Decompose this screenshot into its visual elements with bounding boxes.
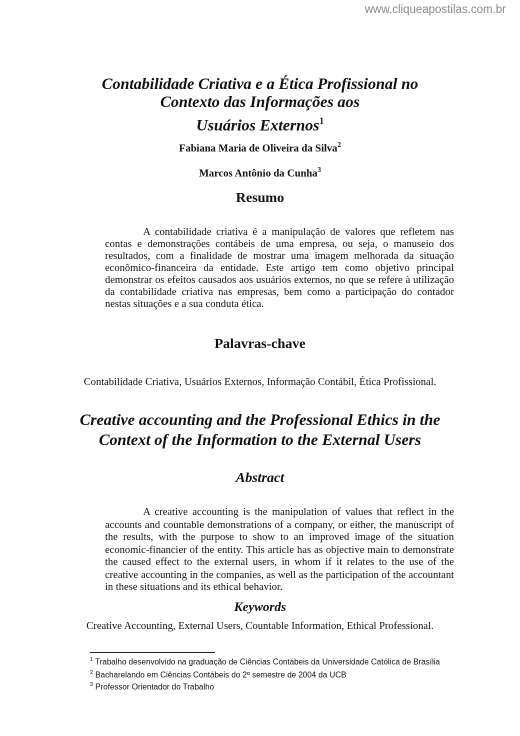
footnote-item: $^2$ Bacharelando em Ciências Contábeis do 2º semestre de 2004 da UCB [90,669,347,680]
author-name: Marcos Antônio da Cunha$^3$ [198,166,322,180]
title-line: Usuários Externos$^1$ [196,116,324,135]
title-line: Creative accounting and the Professional Ethics in the [79,412,441,429]
section-heading-keywords: Keywords [234,599,286,614]
footnote-ref: 1 [319,116,324,126]
paper-title-pt [60,76,460,135]
paper-title-en [60,411,460,451]
footnote-divider [90,652,215,653]
title-line: Context of the Information to the External Users [98,432,422,449]
section-heading-abstract: Abstract [235,471,285,486]
title-line: Contabilidade Criativa e a Ética Profissional no [101,76,419,93]
footnote-ref: 2 [337,141,341,149]
footnote-ref: 3 [317,166,322,174]
footnotes [90,655,470,693]
section-heading-palavras-chave: Palavras-chave [214,337,306,352]
keywords-text: Creative Accounting, External Users, Countable Information, Ethical Professional. [86,621,434,632]
footnote-item: $^3$ Professor Orientador do Trabalho [90,682,215,692]
resumo-paragraph: A contabilidade criativa é a manipulação de valores que refletem nas contas e demonstrações contábeis de uma empresa, ou seja, o manuseio dos resultados, com a finalidade de mostrar uma imagem melhorada da situação econômico-financeira da entidade. Este artigo tem como objetivo principal demonstrar os efeitos causados aos usuários externos, no que se refere à utilização da contabilidade criativa nas empresas, bem como a participação do contador nestas situações e a sua conduta ética. [105,227,454,310]
footnote-item: $^1$ Trabalho desenvolvido na graduação de Ciências Contábeis da Universidade Católica de Brasília [90,657,440,667]
source-watermark: www.cliqueapostilas.com.br [364,4,506,16]
section-heading-resumo: Resumo [235,191,285,206]
title-line: Contexto das Informações aos [160,94,360,111]
palavras-chave-text: Contabilidade Criativa, Usuários Externos, Informação Contábil, Ética Profissional. [83,377,437,388]
author-name: Fabiana Maria de Oliveira da Silva$^2$ [179,141,341,155]
abstract-paragraph: A creative accounting is the manipulation of values that reflect in the accounts and countable demonstrations of a company, or either, the manuscript of the results, with the purpose to show to an improved image of the situation economic-financier of the entity. This article has as objective main to demonstrate the caused effect to the external users, in whom if it relates to the use of the creative accounting in the companies, as well as the participation of the accountant in these situations and its ethical behavior. [105,507,454,593]
